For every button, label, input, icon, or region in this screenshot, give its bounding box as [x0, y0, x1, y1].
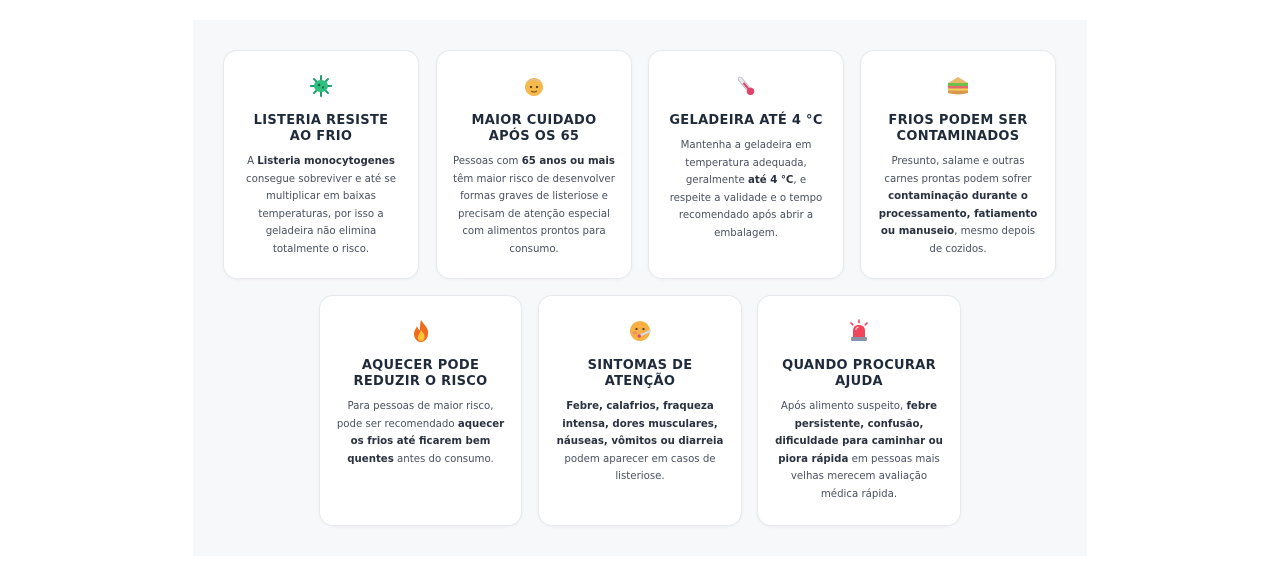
card-title: FRIOS PODEM SER CONTAMINADOS: [888, 113, 1028, 144]
sandwich-icon: [861, 73, 1055, 99]
card-title: AQUECER PODE REDUZIR O RISCO: [353, 358, 488, 389]
info-panel: [193, 20, 1087, 556]
emphasis-text: febre persistente, confusão, dificuldade para caminhar ou piora rápida: [775, 401, 943, 465]
emphasis-text: 65 anos ou mais: [521, 156, 615, 167]
body-text: consegue sobreviver e até se multiplicar em baixas temperaturas, por isso a geladeira não elimina totalmente o risco.: [246, 173, 396, 255]
body-text: , mesmo depois de cozidos.: [929, 226, 1036, 255]
siren-icon: [758, 318, 960, 344]
body-text: , e respeite a validade e o tempo recomendado após abrir a embalagem.: [669, 175, 823, 239]
body-text: Mantenha a geladeira em temperatura adequada, geralmente: [680, 140, 812, 186]
card-symptoms: [538, 295, 742, 526]
card-heating: [319, 295, 522, 526]
card-age: [436, 50, 632, 279]
body-text: antes do consumo.: [393, 453, 494, 465]
card-title: GELADEIRA ATÉ 4 °C: [669, 113, 823, 128]
card-help: [757, 295, 961, 526]
card-title: QUANDO PROCURAR AJUDA: [782, 358, 936, 389]
card-title: LISTERIA RESISTE AO FRIO: [253, 113, 389, 144]
sick-face-thermometer-icon: [539, 318, 741, 344]
card-description: [774, 398, 944, 503]
card-fridge: [648, 50, 844, 279]
emphasis-text: contaminação durante o processamento, fatiamento ou manuseio: [878, 191, 1038, 237]
body-text: Após alimento suspeito,: [780, 401, 907, 412]
emphasis-text: até 4 °C: [748, 175, 794, 186]
microbe-icon: [224, 73, 418, 99]
body-text: têm maior risco de desenvolver formas graves de listeriose e precisam de atenção especial com alimentos prontos para consumo.: [453, 173, 615, 255]
body-text: A: [247, 156, 258, 167]
card-description: [555, 398, 725, 486]
card-description: [240, 153, 402, 258]
card-cold-cuts: [860, 50, 1056, 279]
body-text: Pessoas com: [453, 156, 522, 167]
body-text: em pessoas mais velhas merecem avaliação médica rápida.: [790, 453, 940, 500]
card-description: [665, 137, 827, 242]
emphasis-text: aquecer os frios até ficarem bem quentes: [347, 418, 505, 465]
card-description: [877, 153, 1039, 258]
card-description: [336, 398, 505, 468]
fire-icon: [320, 318, 521, 344]
older-person-icon: [437, 73, 631, 99]
thermometer-icon: [649, 73, 843, 99]
body-text: Presunto, salame e outras carnes prontas podem sofrer: [884, 156, 1032, 185]
emphasis-text: Febre, calafrios, fraqueza intensa, dores musculares, náuseas, vômitos ou diarreia: [556, 401, 724, 447]
emphasis-text: Listeria monocytogenes: [257, 156, 395, 167]
card-listeria: [223, 50, 419, 279]
card-title: MAIOR CUIDADO APÓS OS 65: [471, 113, 597, 144]
card-title: SINTOMAS DE ATENÇÃO: [587, 358, 693, 389]
card-description: [453, 153, 615, 258]
body-text: podem aparecer em casos de listeriose.: [564, 453, 716, 482]
body-text: Para pessoas de maior risco, pode ser recomendado: [336, 401, 494, 430]
